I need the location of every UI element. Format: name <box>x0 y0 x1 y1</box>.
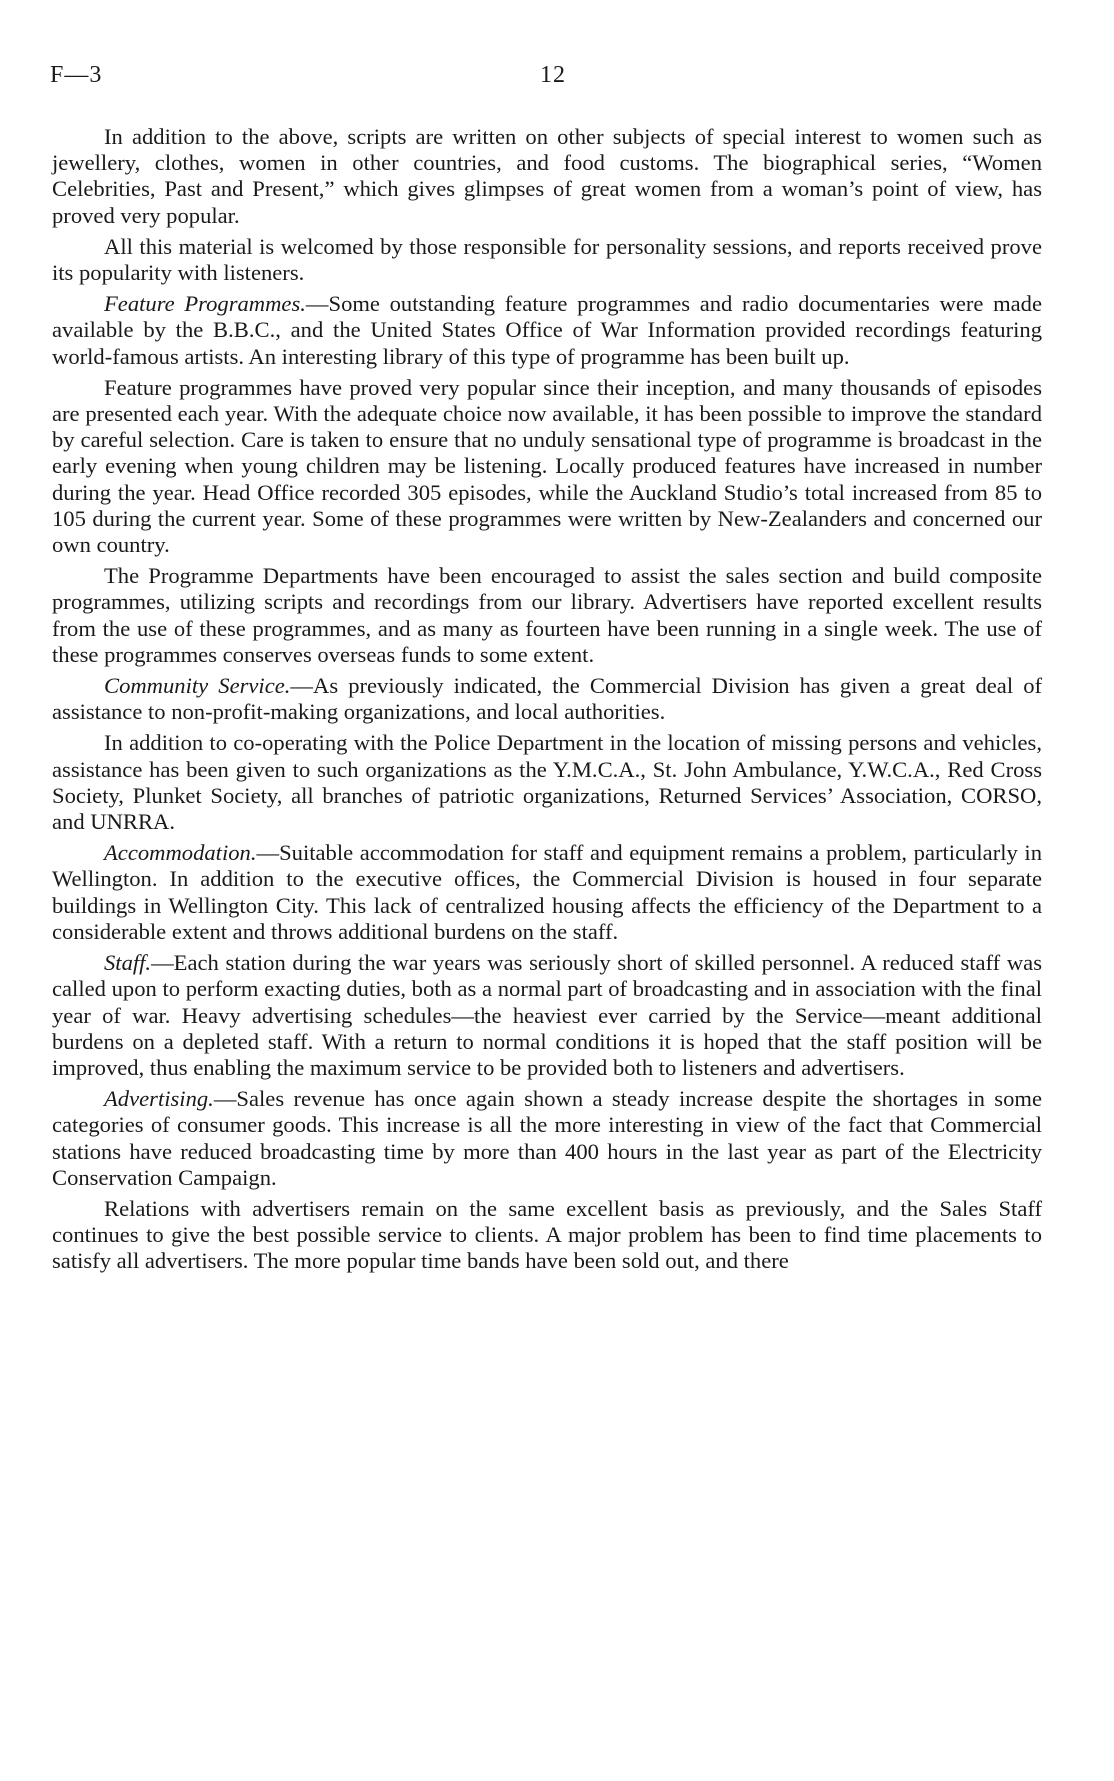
paragraph-text: Feature programmes have proved very popular since their inception, and many thousands of episodes are presented each year. With the adequate choice now available, it has been possible to improve the standard by careful selection. Care is taken to ensure that no unduly sensational type of programme is broadcast in the early evening when young children may be listening. Locally produced features have increased in number during the year. Head Office recorded 305 episodes, while the Auckland Studio’s total increased from 85 to 105 during the current year. Some of these programmes were written by New-Zealanders and concerned our own country. <box>52 374 1042 558</box>
paragraph-text: All this material is welcomed by those responsible for personality sessions, and reports received prove its popularity with listeners. <box>52 233 1042 286</box>
paragraph-text: —Some outstanding feature programmes and radio documentaries were made available by the B.B.C., and the United States Office of War Information provided recordings featuring world-famous artists. An interesting library of this type of programme has been built up. <box>52 291 1043 369</box>
paragraph-text: —As previously indicated, the Commercial Division has given a great deal of assistance to non-profit-making organizations, and local authorities. <box>52 673 1043 725</box>
paragraph-heading: Accommodation. <box>104 840 257 866</box>
document-reference: F—3 <box>50 62 103 88</box>
paragraph-text: —Suitable accommodation for staff and equipment remains a problem, particularly in Wellington. In addition to the executive offices, the Commercial Division is housed in four separate buildings in Wellington City. This lack of centralized housing affects the efficiency of the Department to a considerable extent and throws additional burdens on the staff. <box>52 840 1042 944</box>
paragraph-text: —Sales revenue has once again shown a steady increase despite the shortages in some categories of consumer goods. This increase is all the more interesting in view of the fact that Commercial stations have reduced broadcasting time by more than 400 hours in the last year as part of the Electricity Conservation Campaign. <box>52 1086 1042 1190</box>
paragraph <box>52 840 1042 945</box>
paragraph-heading: Feature Programmes. <box>104 291 306 317</box>
paragraph <box>52 375 1042 558</box>
paragraph <box>52 234 1042 286</box>
paragraph <box>52 563 1042 668</box>
paragraph-text: —Each station during the war years was seriously short of skilled personnel. A reduced staff was called upon to perform exacting duties, both as a normal part of broadcasting and in association with the final year of war. Heavy advertising schedules—the heaviest ever carried by the Service—meant additional burdens on a depleted staff. With a return to normal conditions it is hoped that the staff position will be improved, thus enabling the maximum service to be provided both to listeners and advertisers. <box>52 950 1042 1080</box>
body-text <box>52 124 1042 1280</box>
paragraph-text: The Programme Departments have been encouraged to assist the sales section and build composite programmes, utilizing scripts and recordings from our library. Advertisers have reported excellent results from the use of these programmes, and as many as fourteen have been running in a single week. The use of these programmes conserves overseas funds to some extent. <box>52 563 1042 667</box>
paragraph-heading: Community Service. <box>104 673 291 699</box>
paragraph <box>52 730 1042 835</box>
page-number: 12 <box>540 62 566 88</box>
paragraph <box>52 1086 1042 1191</box>
paragraph <box>52 291 1042 370</box>
paragraph-heading: Staff. <box>104 950 152 976</box>
paragraph <box>52 124 1042 229</box>
paragraph <box>52 673 1042 725</box>
paragraph <box>52 950 1042 1081</box>
page-header <box>50 62 1044 92</box>
paragraph-text: In addition to co-operating with the Police Department in the location of missing persons and vehicles, assistance has been given to such organizations as the Y.M.C.A., St. John Ambulance, Y.W.C.A., Red Cross Society, Plunket Society, all branches of patriotic organizations, Returned Services’ Association, CORSO, and UNRRA. <box>52 730 1042 835</box>
paragraph-heading: Advertising. <box>104 1086 214 1112</box>
paragraph-text: Relations with advertisers remain on the same excellent basis as previously, and the Sales Staff continues to give the best possible service to clients. A major problem has been to find time placements to satisfy all advertisers. The more popular time bands have been sold out, and there <box>52 1195 1042 1274</box>
paragraph <box>52 1196 1042 1275</box>
paragraph-text: In addition to the above, scripts are written on other subjects of special interest to women such as jewellery, clothes, women in other countries, and food customs. The biographical series, “Women Celebrities, Past and Present,” which gives glimpses of great women from a woman’s point of view, has proved very popular. <box>52 124 1042 228</box>
